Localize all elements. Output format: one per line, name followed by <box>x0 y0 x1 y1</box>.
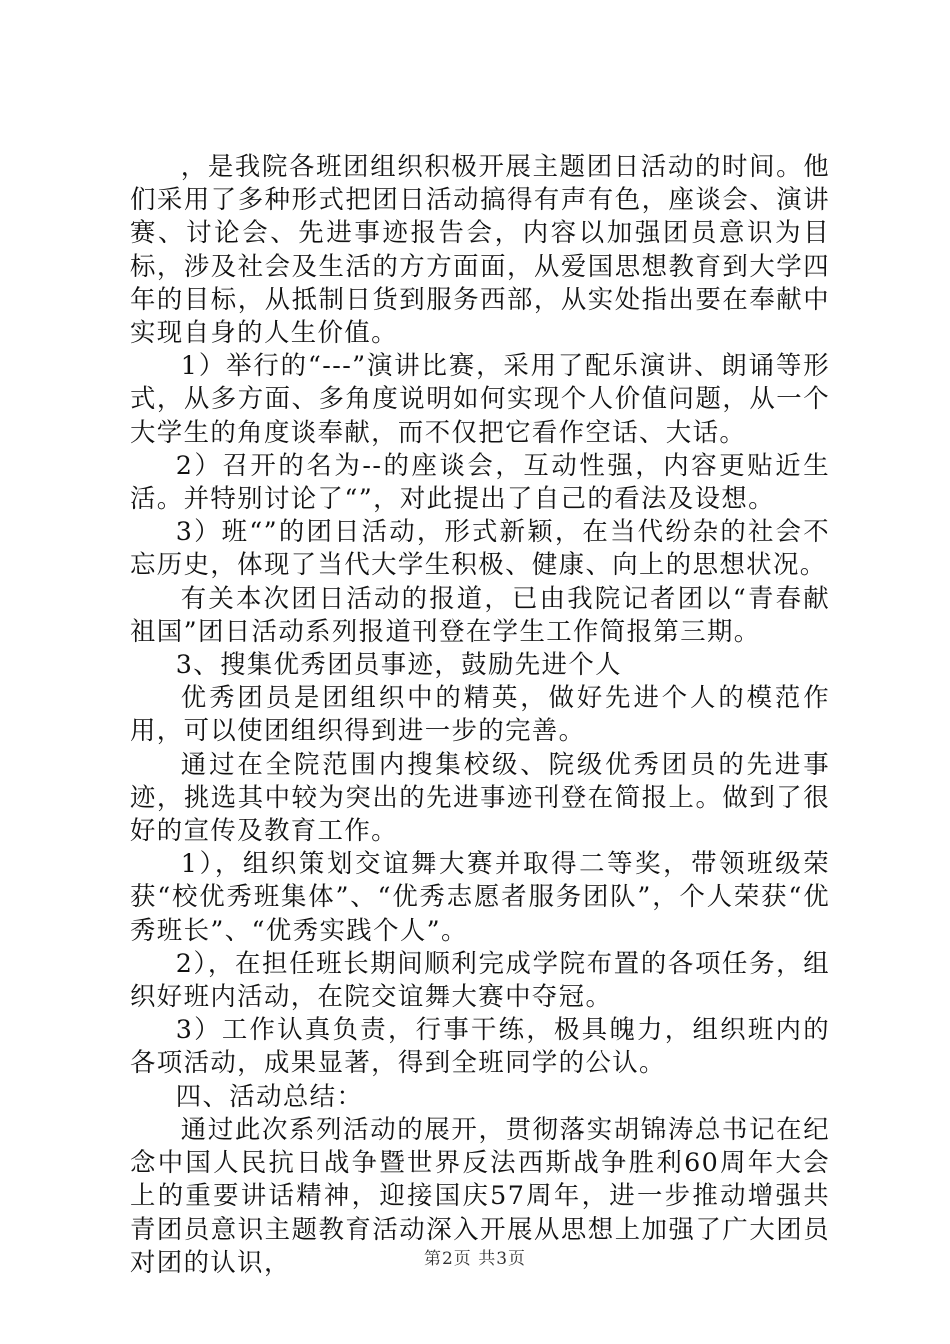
paragraph: 3）工作认真负责，行事干练，极具魄力，组织班内的各项活动，成果显著，得到全班同学的公认。 <box>130 1014 830 1078</box>
page-number-label: 第2页 共3页 <box>423 1249 527 1269</box>
paragraph: 1）举行的“---”演讲比赛，采用了配乐演讲、朗诵等形式，从多方面、多角度说明如何实现个人价值问题，从一个大学生的角度谈奉献，而不仅把它看作空话、大话。 <box>130 350 830 447</box>
paragraph: ，是我院各班团组织积极开展主题团日活动的时间。他们采用了多种形式把团日活动搞得有声有色，座谈会、演讲赛、讨论会、先进事迹报告会，内容以加强团员意识为目标，涉及社会及生活的方方面面，从爱国思想教育到大学四年的目标，从抵制日货到服务西部，从实处指出要在奉献中实现自身的人生价值。 <box>130 151 830 348</box>
paragraph: 3）班“”的团日活动，形式新颖，在当代纷杂的社会不忘历史，体现了当代大学生积极、健康、向上的思想状况。 <box>130 516 830 580</box>
paragraph: 1），组织策划交谊舞大赛并取得二等奖，带领班级荣获“校优秀班集体”、“优秀志愿者服务团队”，个人荣获“优秀班长”、“优秀实践个人”。 <box>130 848 830 945</box>
paragraph: 优秀团员是团组织中的精英，做好先进个人的模范作用，可以使团组织得到进一步的完善。 <box>130 682 830 746</box>
paragraph: 有关本次团日活动的报道，已由我院记者团以“青春献祖国”团日活动系列报道刊登在学生工作简报第三期。 <box>130 582 830 646</box>
paragraph: 通过在全院范围内搜集校级、院级优秀团员的先进事迹，挑选其中较为突出的先进事迹刊登在简报上。做到了很好的宣传及教育工作。 <box>130 748 830 846</box>
paragraph: 2），在担任班长期间顺利完成学院布置的各项任务，组织好班内活动，在院交谊舞大赛中夺冠。 <box>130 947 830 1012</box>
paragraph: 通过此次系列活动的展开，贯彻落实胡锦涛总书记在纪念中国人民抗日战争暨世界反法西斯战争胜利60周年大会上的重要讲话精神，迎接国庆57周年，进一步推动增强共青团员意识主题教育活动深入开展从思想上加强了广大团员对团的认识， <box>130 1113 830 1277</box>
page-footer <box>0 1244 950 1269</box>
section-heading: 四、活动总结： <box>175 1080 364 1111</box>
section-heading: 3、搜集优秀团员事迹，鼓励先进个人 <box>175 649 622 680</box>
document-body <box>130 150 830 1279</box>
paragraph: 2）召开的名为--的座谈会，互动性强，内容更贴近生活。并特别讨论了“”，对此提出了自己的看法及设想。 <box>130 449 830 514</box>
